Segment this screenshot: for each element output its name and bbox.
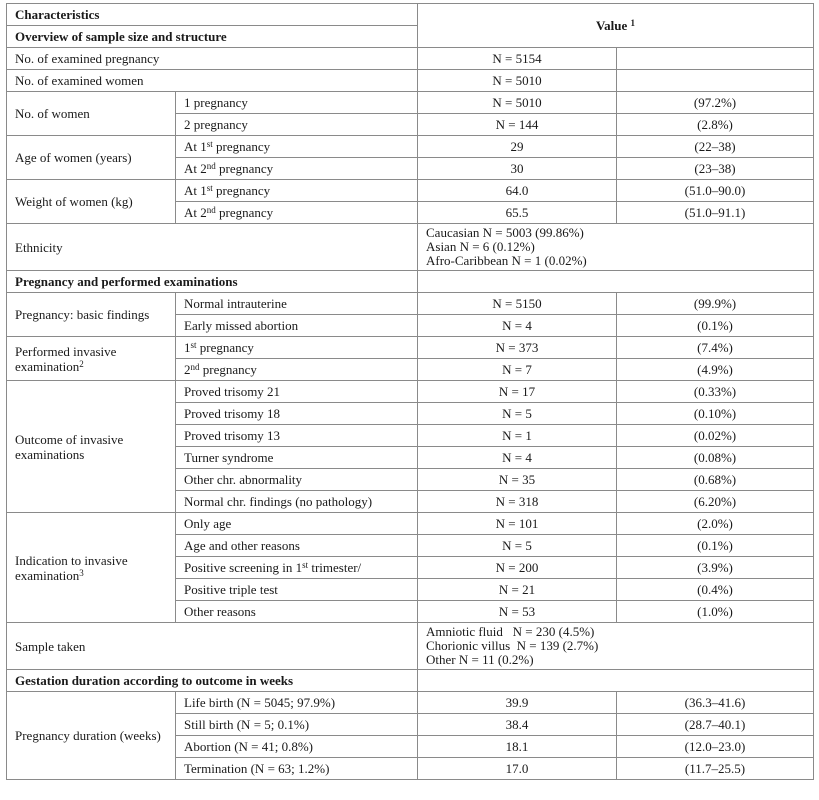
row-value: N = 373 <box>418 337 617 359</box>
row-sub: Abortion (N = 41; 0.8%) <box>176 736 418 758</box>
row-value: N = 101 <box>418 513 617 535</box>
characteristics-table <box>6 3 814 780</box>
row-pct: (0.02%) <box>617 425 814 447</box>
sub-sup: st <box>206 139 213 149</box>
sub-sup: nd <box>206 205 216 215</box>
group-label: Weight of women (kg) <box>7 180 176 224</box>
section-row <box>7 271 814 293</box>
sub-sup: nd <box>206 161 216 171</box>
row-label: Sample taken <box>7 623 418 670</box>
table-row <box>7 180 814 202</box>
row-value: N = 17 <box>418 381 617 403</box>
row-sub: Proved trisomy 21 <box>176 381 418 403</box>
label-sup: 3 <box>79 567 84 578</box>
sub-sup: st <box>206 183 213 193</box>
row-sub: Normal intrauterine <box>176 293 418 315</box>
row-pct: (0.1%) <box>617 315 814 337</box>
row-value: N = 53 <box>418 601 617 623</box>
table-header-row <box>7 4 814 26</box>
row-sub <box>176 136 418 158</box>
section-title-overview: Overview of sample size and structure <box>7 26 418 48</box>
row-sub: Positive triple test <box>176 579 418 601</box>
row-pct: (97.2%) <box>617 92 814 114</box>
row-sub <box>176 158 418 180</box>
ethnicity-line: Afro-Caribbean N = 1 (0.02%) <box>426 253 587 268</box>
label-line: Outcome of invasive <box>15 431 124 447</box>
row-sub: Normal chr. findings (no pathology) <box>176 491 418 513</box>
row-value: N = 5 <box>418 403 617 425</box>
sample-line: Amniotic fluid N = 230 (4.5%) <box>426 624 595 639</box>
row-value: N = 4 <box>418 447 617 469</box>
row-sub: Age and other reasons <box>176 535 418 557</box>
row-sub: Other reasons <box>176 601 418 623</box>
sub-sup: st <box>302 560 309 570</box>
row-sub: Termination (N = 63; 1.2%) <box>176 758 418 780</box>
row-value: N = 5154 <box>418 48 617 70</box>
row-empty <box>418 670 814 692</box>
row-pct: (1.0%) <box>617 601 814 623</box>
row-value: 65.5 <box>418 202 617 224</box>
row-value: 38.4 <box>418 714 617 736</box>
group-label: Pregnancy: basic findings <box>7 293 176 337</box>
row-pct: (51.0–91.1) <box>617 202 814 224</box>
row-sub: Other chr. abnormality <box>176 469 418 491</box>
sub-text: Positive screening in 1 <box>184 560 303 575</box>
row-sub: Still birth (N = 5; 0.1%) <box>176 714 418 736</box>
row-pct: (23–38) <box>617 158 814 180</box>
row-value: N = 5 <box>418 535 617 557</box>
row-value: 64.0 <box>418 180 617 202</box>
sample-values <box>418 623 814 670</box>
row-value: N = 5010 <box>418 70 617 92</box>
row-empty <box>617 48 814 70</box>
group-label: No. of women <box>7 92 176 136</box>
sub-sup: nd <box>190 362 200 372</box>
row-value: N = 144 <box>418 114 617 136</box>
label-line: Performed invasive <box>15 343 117 359</box>
row-pct: (4.9%) <box>617 359 814 381</box>
row-value: 39.9 <box>418 692 617 714</box>
sub-text: pregnancy <box>212 183 271 198</box>
group-label: Pregnancy duration (weeks) <box>7 692 176 780</box>
table-row <box>7 136 814 158</box>
sub-text: pregnancy <box>196 340 254 355</box>
group-label <box>7 381 176 513</box>
row-pct: (36.3–41.6) <box>617 692 814 714</box>
row-pct: (99.9%) <box>617 293 814 315</box>
sub-text: 1 <box>184 340 191 355</box>
row-pct: (22–38) <box>617 136 814 158</box>
sub-text: At 2 <box>184 161 207 176</box>
row-empty <box>418 271 814 293</box>
row-pct: (0.08%) <box>617 447 814 469</box>
table-row <box>7 623 814 670</box>
row-pct: (0.33%) <box>617 381 814 403</box>
row-sub <box>176 557 418 579</box>
row-pct: (0.68%) <box>617 469 814 491</box>
group-label <box>7 513 176 623</box>
ethnicity-line: Asian N = 6 (0.12%) <box>426 239 535 254</box>
row-sub: Only age <box>176 513 418 535</box>
label-line: Indication to invasive <box>15 552 128 568</box>
row-sub <box>176 180 418 202</box>
row-pct: (12.0–23.0) <box>617 736 814 758</box>
row-sub: Turner syndrome <box>176 447 418 469</box>
row-value: N = 1 <box>418 425 617 447</box>
header-value-text: Value <box>595 18 628 33</box>
label-line: examination <box>15 358 80 374</box>
row-sub <box>176 359 418 381</box>
group-label <box>7 337 176 381</box>
row-value: N = 4 <box>418 315 617 337</box>
row-value: N = 5150 <box>418 293 617 315</box>
row-sub: 2 pregnancy <box>176 114 418 136</box>
sub-text: At 1 <box>184 139 207 154</box>
header-value <box>418 4 814 48</box>
row-pct: (11.7–25.5) <box>617 758 814 780</box>
sub-text: At 1 <box>184 183 207 198</box>
row-value: N = 7 <box>418 359 617 381</box>
row-sub: 1 pregnancy <box>176 92 418 114</box>
table-row <box>7 381 814 403</box>
sub-text: pregnancy <box>215 161 274 176</box>
section-title-gestation: Gestation duration according to outcome in weeks <box>7 670 418 692</box>
table-row <box>7 92 814 114</box>
table-row <box>7 293 814 315</box>
table-row <box>7 692 814 714</box>
sub-sup: st <box>190 340 197 350</box>
sub-text: trimester/ <box>308 560 362 575</box>
row-sub <box>176 202 418 224</box>
row-value: 17.0 <box>418 758 617 780</box>
ethnicity-values <box>418 224 814 271</box>
label-sup: 2 <box>79 358 84 369</box>
section-row <box>7 670 814 692</box>
row-pct: (28.7–40.1) <box>617 714 814 736</box>
table-row <box>7 70 814 92</box>
label-line: examination <box>15 567 80 583</box>
sub-text: At 2 <box>184 205 207 220</box>
sub-text: pregnancy <box>215 205 274 220</box>
row-sub <box>176 337 418 359</box>
row-value: N = 35 <box>418 469 617 491</box>
group-label: Age of women (years) <box>7 136 176 180</box>
sub-text: pregnancy <box>212 139 271 154</box>
table-row <box>7 224 814 271</box>
row-pct: (6.20%) <box>617 491 814 513</box>
row-pct: (3.9%) <box>617 557 814 579</box>
table-row <box>7 48 814 70</box>
row-empty <box>617 70 814 92</box>
table-row <box>7 337 814 359</box>
header-value-footnote: 1 <box>630 18 636 28</box>
row-sub: Life birth (N = 5045; 97.9%) <box>176 692 418 714</box>
table-row <box>7 513 814 535</box>
row-value: N = 318 <box>418 491 617 513</box>
row-pct: (51.0–90.0) <box>617 180 814 202</box>
row-value: 18.1 <box>418 736 617 758</box>
row-value: N = 200 <box>418 557 617 579</box>
header-characteristics: Characteristics <box>7 4 418 26</box>
row-pct: (7.4%) <box>617 337 814 359</box>
row-pct: (0.4%) <box>617 579 814 601</box>
label-line: examinations <box>15 446 85 462</box>
row-sub: Early missed abortion <box>176 315 418 337</box>
row-pct: (2.0%) <box>617 513 814 535</box>
sub-text: pregnancy <box>199 362 257 377</box>
row-sub: Proved trisomy 13 <box>176 425 418 447</box>
sub-text: 2 <box>184 362 191 377</box>
ethnicity-line: Caucasian N = 5003 (99.86%) <box>426 225 584 240</box>
row-sub: Proved trisomy 18 <box>176 403 418 425</box>
sample-line: Other N = 11 (0.2%) <box>426 652 534 667</box>
row-label: No. of examined women <box>7 70 418 92</box>
row-label: No. of examined pregnancy <box>7 48 418 70</box>
row-value: N = 21 <box>418 579 617 601</box>
sample-line: Chorionic villus N = 139 (2.7%) <box>426 638 599 653</box>
row-value: 29 <box>418 136 617 158</box>
row-pct: (0.1%) <box>617 535 814 557</box>
row-pct: (2.8%) <box>617 114 814 136</box>
section-title-pregnancy: Pregnancy and performed examinations <box>7 271 418 293</box>
row-pct: (0.10%) <box>617 403 814 425</box>
row-label: Ethnicity <box>7 224 418 271</box>
row-value: 30 <box>418 158 617 180</box>
row-value: N = 5010 <box>418 92 617 114</box>
